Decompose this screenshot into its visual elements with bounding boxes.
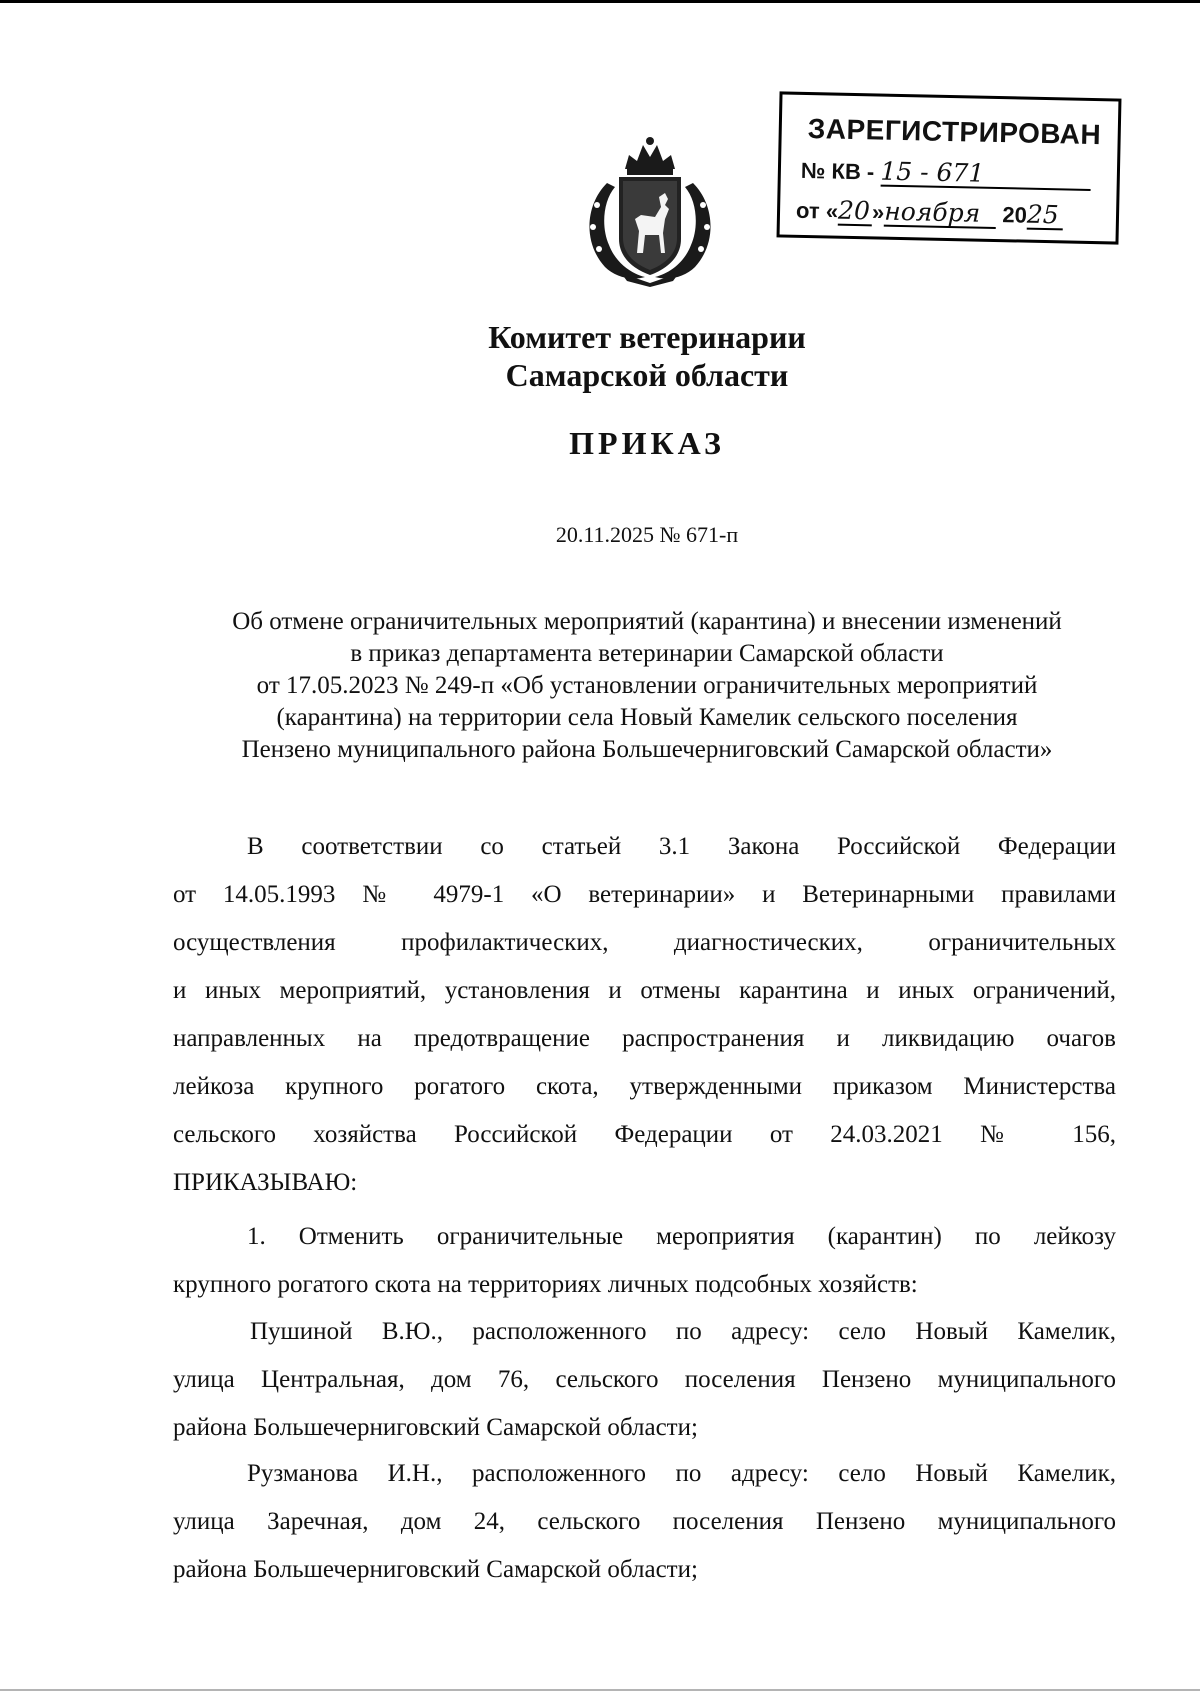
registration-stamp — [777, 91, 1122, 244]
stamp-date-prefix: от « — [795, 197, 839, 224]
household-2-paragraph — [173, 1450, 1116, 1594]
household-1-paragraph — [173, 1308, 1116, 1452]
stamp-year-suffix: 25 — [1027, 202, 1064, 231]
document-title — [160, 606, 1134, 766]
stamp-date-day: 20 — [838, 198, 873, 227]
stamp-title: ЗАРЕГИСТРИРОВАН — [807, 113, 1102, 151]
page-top-edge — [0, 0, 1200, 3]
stamp-number-prefix: № КВ - — [800, 157, 875, 185]
organization-line-1: Комитет ветеринарии — [488, 319, 806, 355]
title-line: от 17.05.2023 № 249-п «Об установлении ограничительных мероприятий — [256, 672, 1038, 699]
title-line: (карантина) на территории села Новый Камелик сельского поселения — [276, 704, 1018, 731]
preamble-line: и иных мероприятий, установления и отмены карантина и иных ограничений, — [173, 977, 1116, 1004]
stamp-number-line — [801, 157, 1091, 191]
item-1-paragraph — [173, 1213, 1116, 1309]
page-bottom-edge — [0, 1689, 1200, 1691]
preamble-line: осуществления профилактических, диагностических, ограничительных — [173, 929, 1116, 956]
title-line: Об отмене ограничительных мероприятий (карантина) и внесении изменений — [232, 608, 1062, 635]
preamble-line: направленных на предотвращение распространения и ликвидацию очагов — [173, 1025, 1116, 1052]
document-type: ПРИКАЗ — [569, 425, 725, 461]
title-line: Пензено муниципального района Большечерниговский Самарской области» — [241, 736, 1053, 763]
stamp-date-month: ноября — [884, 199, 997, 230]
household-2-line: Рузманова И.Н., расположенного по адресу: село Новый Камелик, — [247, 1460, 1116, 1487]
item-1-line: 1. Отменить ограничительные мероприятия (карантин) по лейкозу — [247, 1223, 1116, 1250]
preamble-paragraph — [173, 823, 1116, 1207]
household-2-line: улица Заречная, дом 24, сельского поселения Пензено муниципального — [173, 1508, 1116, 1535]
stamp-year-prefix: 20 — [1002, 202, 1028, 228]
household-1-line: района Большечерниговский Самарской области; — [173, 1414, 698, 1441]
document-date-number: 20.11.2025 № 671-п — [555, 522, 739, 547]
household-1-line: улица Центральная, дом 76, сельского поселения Пензено муниципального — [173, 1366, 1116, 1393]
stamp-date-sep: » — [871, 199, 885, 225]
title-line: в приказ департамента ветеринарии Самарской области — [350, 640, 944, 667]
preamble-line: В соответствии со статьей 3.1 Закона Российской Федерации — [247, 833, 1116, 860]
preamble-line: от 14.05.1993 № 4979-1 «О ветеринарии» и Ветеринарными правилами — [173, 881, 1116, 908]
preamble-line: лейкоза крупного рогатого скота, утвержденными приказом Министерства — [173, 1073, 1116, 1100]
stamp-number-handwritten: 15 - 671 — [880, 159, 1091, 192]
organization-line-2: Самарской области — [505, 357, 789, 393]
preamble-line: сельского хозяйства Российской Федерации от 24.03.2021 № 156, — [173, 1121, 1116, 1148]
stamp-date-line — [796, 197, 1063, 231]
organization-name — [0, 318, 1200, 394]
household-2-line: района Большечерниговский Самарской области; — [173, 1556, 698, 1583]
preamble-order-word: ПРИКАЗЫВАЮ: — [173, 1169, 358, 1196]
coat-of-arms-emblem — [575, 135, 725, 287]
household-1-line: Пушиной В.Ю., расположенного по адресу: село Новый Камелик, — [250, 1318, 1116, 1345]
item-1-line: крупного рогатого скота на территориях личных подсобных хозяйств: — [173, 1271, 918, 1298]
